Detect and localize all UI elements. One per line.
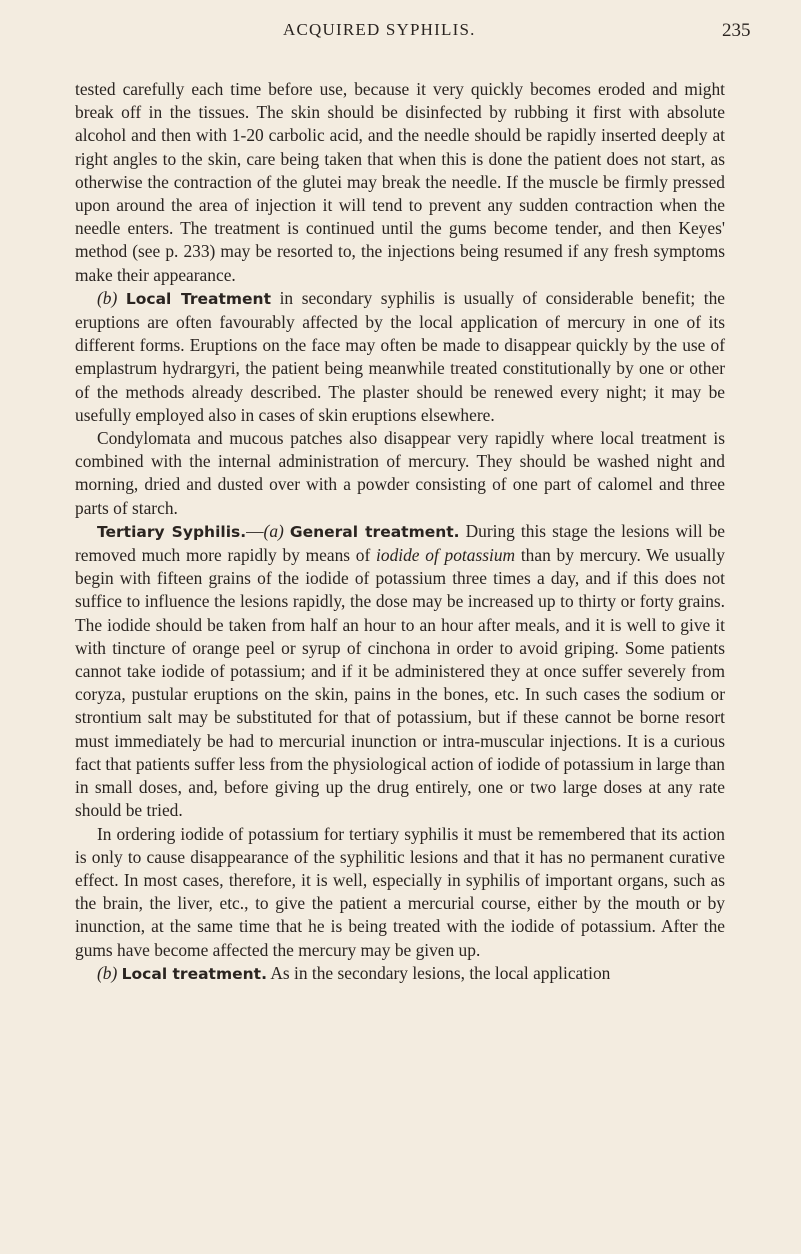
- subsection-marker: (a): [263, 520, 284, 541]
- paragraph-text: than by mercury. We usually begin with fifteen grains of the iodide of potassium three times a day, and if this does not suffice to influence the lesions rapidly, the dose may be increased up to thirty or forty grains. The iodide should be taken from half an hour to an hour after meals, and it is well to give it with tincture of orange peel or syrup of cinchona in order to avoid griping. Some patients cannot take iodide of potassium; and if it be administered they at once suffer severely from coryza, pustular eruptions on the skin, pains in the bones, etc. In such cases the sodium or strontium salt may be substituted for that of potassium, but if these cannot be borne resort must immediately be had to mercurial inunction or intra-muscular injections. It is a curious fact that patients suffer less from the physiological action of iodide of potassium in large than in small doses, and, before giving up the drug entirely, one or two large doses at any rate should be tried.: [75, 545, 726, 821]
- running-title: ACQUIRED SYPHILIS.: [283, 20, 476, 39]
- italic-term: iodide of potassium: [376, 545, 516, 566]
- paragraph-local-treatment-secondary: [75, 287, 725, 427]
- em-dash: —: [246, 520, 264, 541]
- section-heading: Tertiary Syphilis.: [97, 522, 247, 541]
- paragraph-iodide-ordering: [75, 823, 725, 962]
- paragraph-local-treatment-tertiary: [75, 962, 725, 986]
- paragraph-text: As in the secondary lesions, the local application: [266, 962, 611, 983]
- paragraph-text: tested carefully each time before use, because it very quickly becomes eroded and might break off in the tissues. The skin should be disinfected by rubbing it first with absolute alcohol and then with 1-20 carbolic acid, and the needle should be rapidly inserted deeply at right angles to the skin, care being taken that when this is done the patient does not start, as otherwise the contraction of the glutei may break the needle. If the muscle be firmly pressed upon around the area of injection it will tend to prevent any sudden contraction when the needle enters. The treatment is continued until the gums become tender, and then Keyes' method (see p. 233) may be resorted to, the injections being resumed if any fresh symptoms make their appearance.: [75, 79, 725, 285]
- body-text: [75, 78, 725, 986]
- subsection-heading: Local treatment.: [121, 964, 267, 983]
- subsection-heading: General treatment.: [289, 522, 460, 541]
- page-header: [0, 12, 801, 44]
- paragraph-text: Condylomata and mucous patches also disappear very rapidly where local treatment is combined with the internal administration of mercury. They should be washed night and morning, dried and dusted over with a powder consisting of one part of calomel and three parts of starch.: [75, 428, 725, 518]
- page-number: 235: [722, 20, 751, 41]
- paragraph-injection-technique: [75, 78, 725, 287]
- paragraph-text: During this stage the lesions will be removed much more rapidly by means of: [75, 520, 725, 566]
- paragraph-tertiary-syphilis: [75, 520, 725, 823]
- section-heading: Local Treatment: [125, 289, 271, 308]
- paragraph-text: In ordering iodide of potassium for tertiary syphilis it must be remembered that its action is only to cause disappearance of the syphilitic lesions and that it has no permanent curative effect. In most cases, therefore, it is well, especially in syphilis of important organs, such as the brain, the liver, etc., to give the patient a mercurial course, either by the mouth or by inunction, at the same time that he is being treated with the iodide of potassium. After the gums have become affected the mercury may be given up.: [75, 823, 725, 960]
- paragraph-condylomata: [75, 427, 725, 520]
- subsection-marker: (b): [97, 287, 118, 308]
- paragraph-text: in secondary syphilis is usually of considerable benefit; the eruptions are often favourably affected by the local application of mercury in one of its different forms. Eruptions on the face may often be made to disappear quickly by the use of emplastrum hydrargyri, the patient being meanwhile treated constitutionally by one or other of the methods already described. The plaster should be renewed every night; it may be usefully employed also in cases of skin eruptions elsewhere.: [75, 287, 725, 425]
- subsection-marker: (b): [97, 962, 118, 983]
